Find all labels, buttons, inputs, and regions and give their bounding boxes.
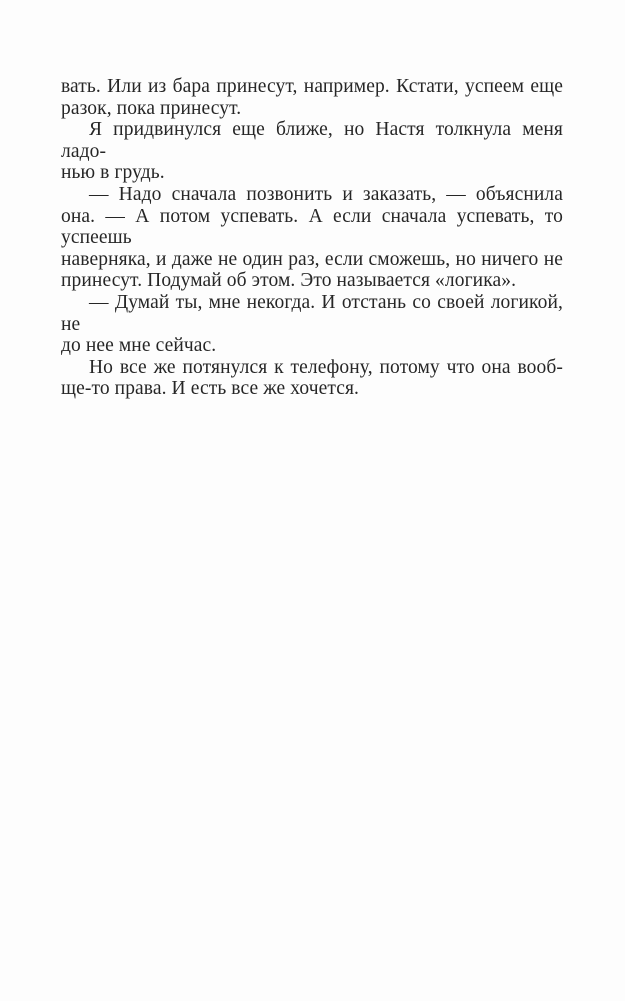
text-line: нью в грудь. [61,162,165,184]
page-text-block [61,76,563,400]
text-line: — Надо сначала позвонить и заказать, — объяснила [89,183,563,205]
text-line: Но все же потянулся к телефону, потому что она вооб- [89,356,563,378]
text-line: вать. Или из бара принесут, например. Кстати, успеем еще [61,76,563,97]
paragraph [61,357,563,400]
paragraph [61,292,563,357]
paragraph [61,76,563,119]
text-line: Я придвинулся еще ближе, но Настя толкнула меня ладо- [61,119,563,162]
text-line: наверняка, и даже не один раз, если сможешь, но ничего не [61,248,563,270]
paragraph [61,184,563,292]
paragraph [61,119,563,184]
text-line: ще-то права. И есть все же хочется. [61,378,360,400]
text-line: — Думай ты, мне некогда. И отстань со своей логикой, не [61,291,563,335]
text-line: до нее мне сейчас. [61,335,217,357]
text-line: она. — А потом успевать. А если сначала успевать, то успеешь [61,205,563,249]
text-line: принесут. Подумай об этом. Это называется «логика». [61,270,517,292]
text-line: разок, пока принесут. [61,97,242,119]
